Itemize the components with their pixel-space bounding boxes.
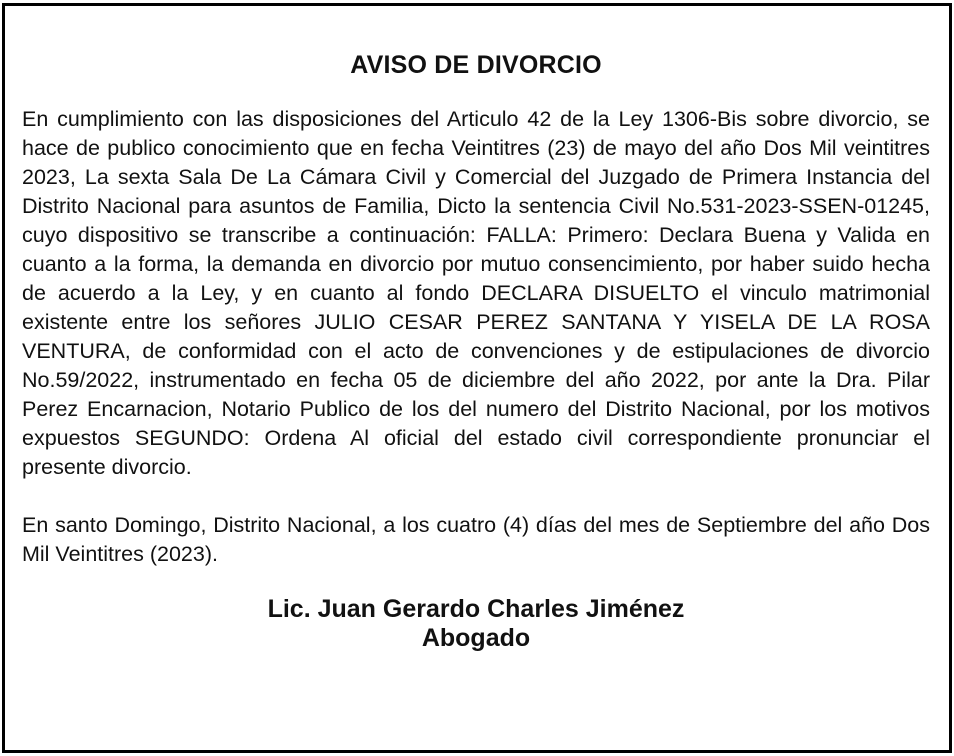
signature-block	[22, 595, 930, 653]
signature-role: Abogado	[421, 624, 531, 652]
notice-content	[22, 6, 930, 653]
notice-date-paragraph: En santo Domingo, Distrito Nacional, a los cuatro (4) días del mes de Septiembre del año Dos Mil Veintitres (2023).	[22, 513, 930, 566]
notice-body-paragraph: En cumplimiento con las disposiciones del Articulo 42 de la Ley 1306-Bis sobre divorcio, se hace de publico conocimiento que en fecha Veintitres (23) de mayo del año Dos Mil veintitres 2023, La sexta Sala De La Cámara Civil y Comercial del Juzgado de Primera Instancia del Distrito Nacional para asuntos de Familia, Dicto la sentencia Civil No.531-2023-SSEN-01245, cuyo dispositivo se transcribe a continuación: FALLA: Primero: Declara Buena y Valida en cuanto a la forma, la demanda en divorcio por mutuo consencimiento, por haber suido hecha de acuerdo a la Ley, y en cuanto al fondo DECLARA DISUELTO el vinculo matrimonial existente entre los señores JULIO CESAR PEREZ SANTANA Y YISELA DE LA ROSA VENTURA, de conformidad con el acto de convenciones y de estipulaciones de divorcio No.59/2022, instrumentado en fecha 05 de diciembre del año 2022, por ante la Dra. Pilar Perez Encarnacion, Notario Publico de los del numero del Distrito Nacional, por los motivos expuestos SEGUNDO: Ordena Al oficial del estado civil correspondiente pronunciar el presente divorcio.	[22, 107, 930, 479]
notice-frame	[2, 3, 952, 753]
signature-name: Lic. Juan Gerardo Charles Jiménez	[267, 595, 685, 623]
notice-title: AVISO DE DIVORCIO	[350, 51, 602, 79]
